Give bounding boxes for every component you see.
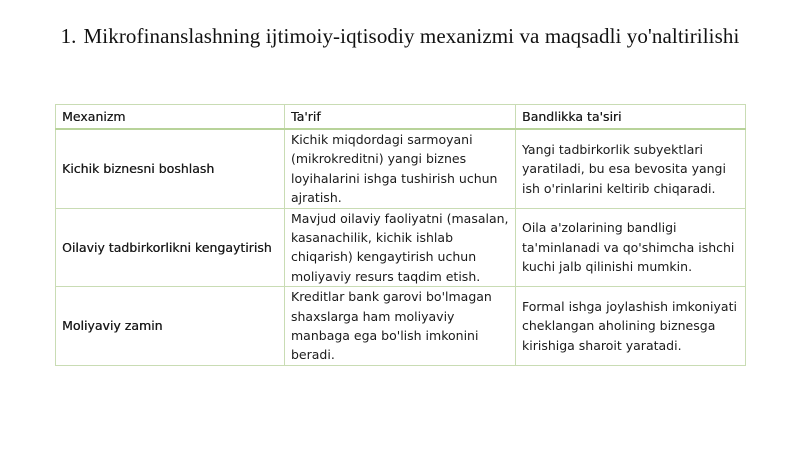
title-text: Mikrofinanslashning ijtimoiy-iqtisodiy mexanizmi va maqsadli yo'naltirilishi bbox=[83, 24, 740, 48]
cell-impact: Oila a'zolarining bandligi ta'minlanadi va qo'shimcha ishchi kuchi jalb qilinishi mumkin. bbox=[516, 208, 746, 287]
table-row bbox=[56, 287, 746, 366]
cell-description: Mavjud oilaviy faoliyatni (masalan, kasanachilik, kichik ishlab chiqarish) kengaytirish uchun moliyaviy resurs taqdim etish. bbox=[285, 208, 516, 287]
cell-mechanism: Oilaviy tadbirkorlikni kengaytirish bbox=[56, 208, 285, 287]
cell-mechanism: Kichik biznesni boshlash bbox=[56, 129, 285, 208]
header-impact: Bandlikka ta'siri bbox=[516, 105, 746, 130]
cell-impact: Formal ishga joylashish imkoniyati cheklangan aholining biznesga kirishiga sharoit yaratadi. bbox=[516, 287, 746, 366]
table-row bbox=[56, 129, 746, 208]
title-number: 1. bbox=[60, 24, 77, 48]
table-header-row bbox=[56, 105, 746, 130]
cell-description: Kichik miqdordagi sarmoyani (mikrokreditni) yangi biznes loyihalarini ishga tushirish uchun ajratish. bbox=[285, 129, 516, 208]
cell-mechanism: Moliyaviy zamin bbox=[56, 287, 285, 366]
header-mechanism: Mexanizm bbox=[56, 105, 285, 130]
cell-impact: Yangi tadbirkorlik subyektlari yaratiladi, bu esa bevosita yangi ish o'rinlarini keltirib chiqaradi. bbox=[516, 129, 746, 208]
mechanism-table bbox=[55, 104, 746, 366]
header-description: Ta'rif bbox=[285, 105, 516, 130]
table-row bbox=[56, 208, 746, 287]
slide-title bbox=[0, 24, 800, 49]
cell-description: Kreditlar bank garovi bo'lmagan shaxslarga ham moliyaviy manbaga ega bo'lish imkonini beradi. bbox=[285, 287, 516, 366]
